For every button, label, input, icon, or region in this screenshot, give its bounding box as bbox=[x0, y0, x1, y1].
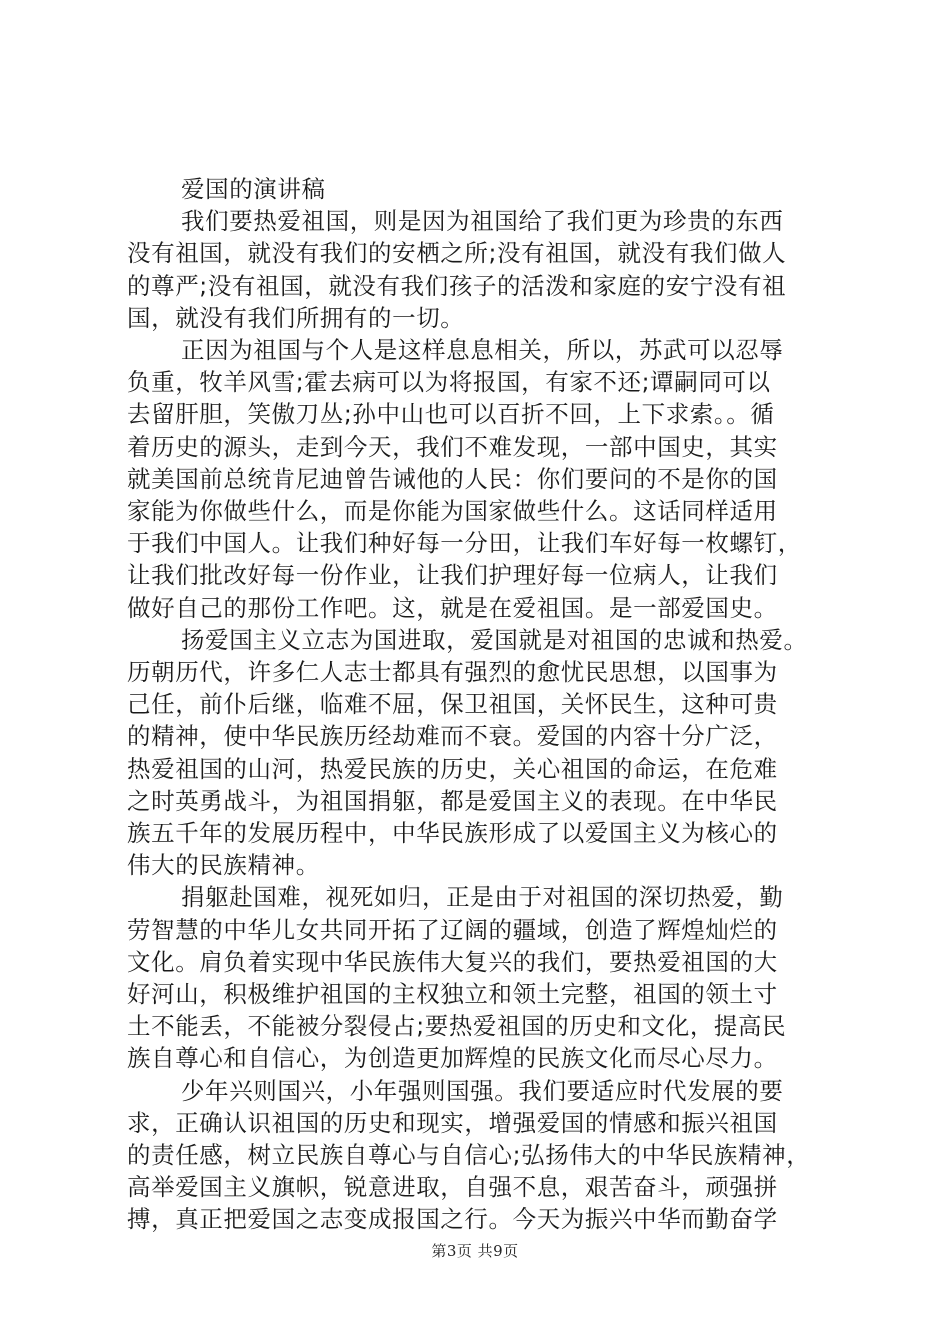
body-line: 正因为祖国与个人是这样息息相关，所以，苏武可以忍辱 bbox=[181, 336, 784, 364]
body-line: 族自尊心和自信心，为创造更加辉煌的民族文化而尽心尽力。 bbox=[127, 1044, 778, 1073]
body-line: 于我们中国人。让我们种好每一分田，让我们车好每一枚螺钉， bbox=[127, 529, 802, 558]
body-line: 高举爱国主义旗帜，锐意进取，自强不息，艰苦奋斗，顽强拼 bbox=[127, 1173, 778, 1202]
body-line: 的精神，使中华民族历经劫难而不衰。爱国的内容十分广泛， bbox=[127, 722, 778, 751]
body-line: 劳智慧的中华儿女共同开拓了辽阔的疆域，创造了辉煌灿烂的 bbox=[127, 915, 778, 944]
body-line: 我们要热爱祖国，则是因为祖国给了我们更为珍贵的东西 bbox=[181, 207, 784, 236]
body-line: 热爱祖国的山河，热爱民族的历史，关心祖国的命运，在危难 bbox=[127, 754, 778, 783]
body-line: 就美国前总统肯尼迪曾告诫他的人民：你们要问的不是你的国 bbox=[127, 464, 778, 493]
body-line: 文化。肩负着实现中华民族伟大复兴的我们，要热爱祖国的大 bbox=[127, 947, 778, 976]
body-line: 己任，前仆后继，临难不屈，保卫祖国，关怀民生，这种可贵 bbox=[127, 690, 778, 719]
body-line: 族五千年的发展历程中，中华民族形成了以爱国主义为核心的 bbox=[127, 819, 778, 847]
body-line: 让我们批改好每一份作业，让我们护理好每一位病人，让我们 bbox=[127, 561, 778, 590]
body-line: 捐躯赴国难，视死如归，正是由于对祖国的深切热爱，勤 bbox=[181, 883, 784, 912]
body-line: 扬爱国主义立志为国进取，爱国就是对祖国的忠诚和热爱。 bbox=[181, 625, 808, 654]
body-line: 的责任感，树立民族自尊心与自信心;弘扬伟大的中华民族精神， bbox=[127, 1141, 811, 1169]
body-line: 家能为你做些什么，而是你能为国家做些什么。这话同样适用 bbox=[127, 497, 778, 525]
body-line: 历朝历代，许多仁人志士都具有强烈的愈忧民思想，以国事为 bbox=[127, 658, 778, 686]
body-line: 少年兴则国兴，小年强则国强。我们要适应时代发展的要 bbox=[181, 1076, 784, 1105]
body-line: 负重，牧羊风雪;霍去病可以为将报国，有家不还;谭嗣同可以 bbox=[127, 368, 771, 397]
body-line: 土不能丢，不能被分裂侵占;要热爱祖国的历史和文化，提高民 bbox=[127, 1012, 787, 1041]
body-line: 做好自己的那份工作吧。这，就是在爱祖国。是一部爱国史。 bbox=[127, 593, 778, 622]
body-line: 去留肝胆，笑傲刀丛;孙中山也可以百折不回，上下求索。。循 bbox=[127, 400, 775, 429]
page-footer: 第3页 共9页 bbox=[431, 1242, 519, 1260]
body-line: 好河山，积极维护祖国的主权独立和领土完整，祖国的领土寸 bbox=[127, 980, 778, 1008]
body-line: 之时英勇战斗，为祖国捐躯，都是爱国主义的表现。在中华民 bbox=[127, 786, 778, 815]
body-line: 求，正确认识祖国的历史和现实，增强爱国的情感和振兴祖国 bbox=[127, 1108, 778, 1137]
body-line: 伟大的民族精神。 bbox=[127, 851, 320, 880]
body-line: 着历史的源头，走到今天，我们不难发现，一部中国史，其实 bbox=[127, 432, 778, 461]
body-line: 没有祖国，就没有我们的安栖之所;没有祖国，就没有我们做人 bbox=[127, 239, 787, 268]
body-line: 搏，真正把爱国之志变成报国之行。今天为振兴中华而勤奋学 bbox=[127, 1205, 778, 1234]
body-line: 的尊严;没有祖国，就没有我们孩子的活泼和家庭的安宁没有祖 bbox=[127, 271, 787, 300]
document-title: 爱国的演讲稿 bbox=[181, 175, 326, 203]
body-line: 国，就没有我们所拥有的一切。 bbox=[127, 303, 465, 332]
